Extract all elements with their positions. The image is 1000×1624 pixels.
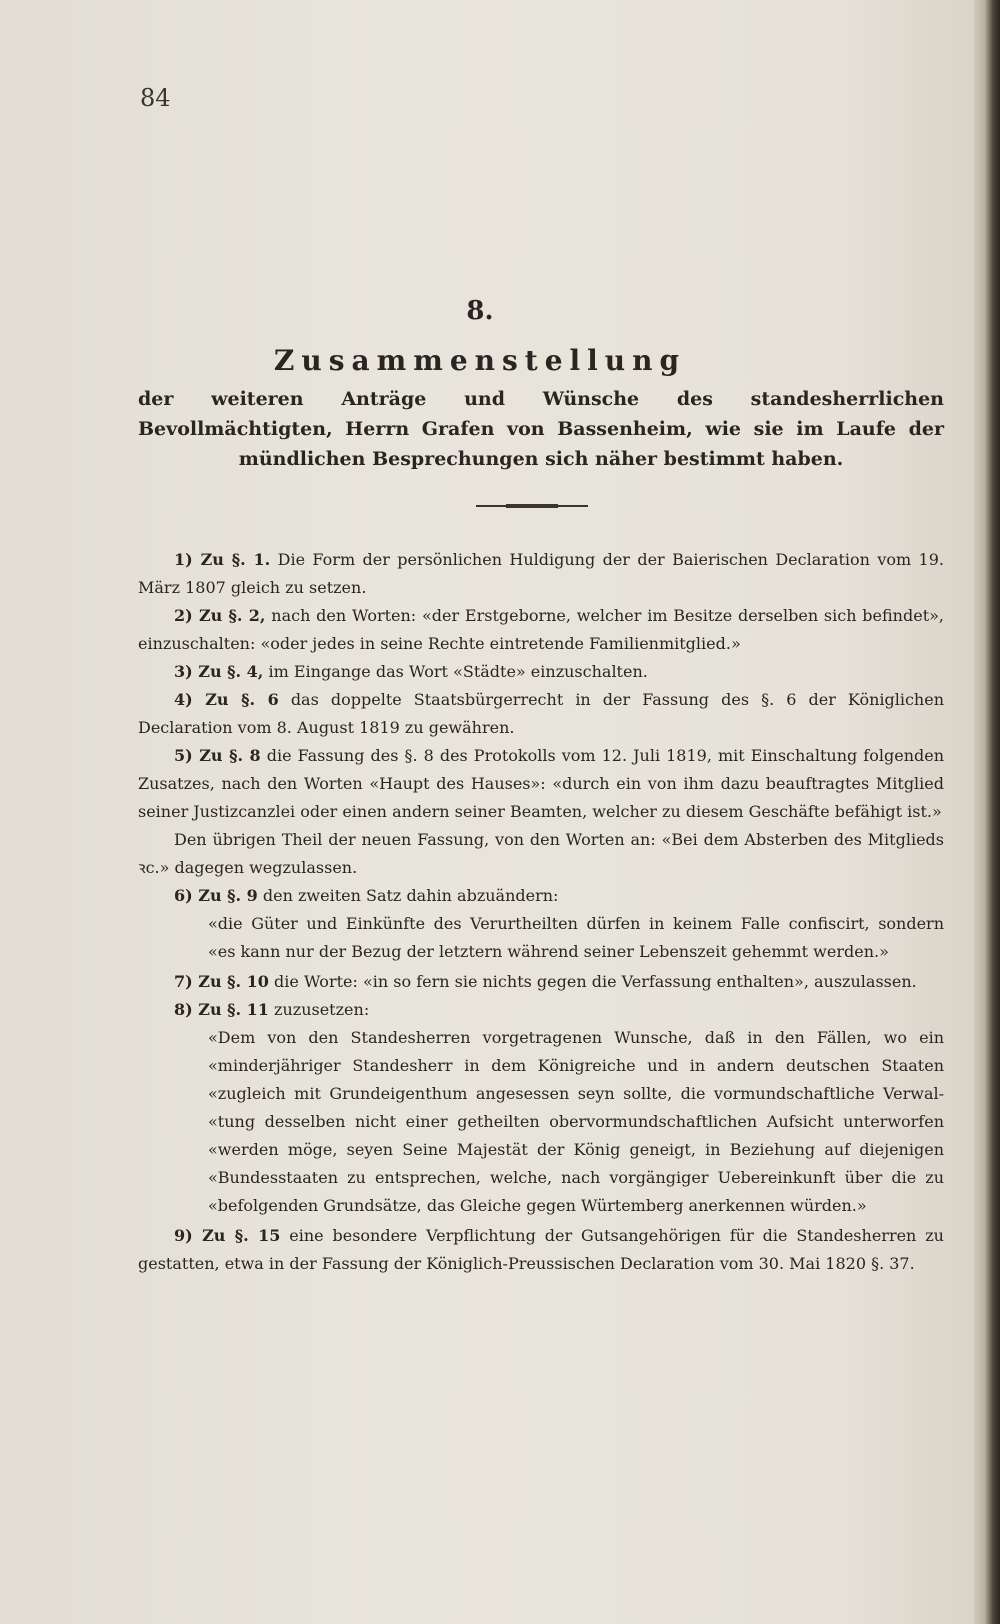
list-item	[138, 996, 944, 1024]
item-text: den zweiten Satz dahin abzuändern:	[262, 886, 559, 905]
item-text: nach den Worten: «der Erstgeborne, welcher im Besitze derselben sich befindet», einzuschalten: «oder jedes in seine Rechte eintretende Familienmitglied.»	[138, 606, 944, 653]
item-lead: 5) Zu §. 8	[174, 746, 261, 765]
quote-line: «Dem von den Standesherren vorgetragenen Wunsche, daß in den Fällen, wo ein	[208, 1028, 944, 1047]
divider-rule	[476, 505, 588, 507]
section-number: 8.	[466, 296, 494, 326]
quote-line: «tung desselben nicht einer getheilten obervormundschaftlichen Aufsicht unterworfen	[208, 1112, 944, 1131]
quote-block	[208, 1024, 944, 1220]
quote-line: «werden möge, seyen Seine Majestät der König geneigt, in Beziehung auf diejenigen	[208, 1140, 944, 1159]
list-item-continuation	[138, 826, 944, 882]
list-item	[138, 1222, 944, 1278]
section-subtitle: der weiteren Anträge und Wünsche des standesherrlichen Bevollmächtigten, Herrn Grafen von Bassenheim, wie sie im Laufe der mündlichen Besprechungen sich näher bestimmt haben.	[138, 388, 944, 470]
quote-line: «es kann nur der Bezug der letztern während seiner Lebenszeit gehemmt werden.»	[208, 942, 889, 961]
item-text: Den übrigen Theil der neuen Fassung, von den Worten an: «Bei dem Absterben des Mitglieds ꝛc.» dagegen wegzulassen.	[138, 830, 944, 877]
item-text: die Worte: «in so fern sie nichts gegen die Verfassung enthalten», auszulassen.	[274, 972, 917, 991]
item-lead: 6) Zu §. 9	[174, 886, 258, 905]
book-spine-shadow	[974, 0, 1000, 1624]
list-item	[138, 658, 944, 686]
item-lead: 1) Zu §. 1.	[174, 550, 271, 569]
list-item	[138, 882, 944, 910]
quote-line: «zugleich mit Grundeigenthum angesessen seyn sollte, die vormundschaftliche Verwal-	[208, 1084, 944, 1103]
quote-line: «minderjähriger Standesherr in dem Königreiche und in andern deutschen Staaten	[208, 1056, 944, 1075]
section-heading: Zusammenstellung	[273, 344, 687, 377]
item-lead: 9) Zu §. 15	[174, 1226, 281, 1245]
quote-block	[208, 910, 944, 966]
list-item	[138, 686, 944, 742]
item-text: Die Form der persönlichen Huldigung der der Baierischen Declaration vom 19. März 1807 gleich zu setzen.	[138, 550, 944, 597]
page-number: 84	[140, 84, 171, 112]
item-text: eine besondere Verpflichtung der Gutsangehörigen für die Standesherren zu gestatten, etwa in der Fassung der Königlich-Preussischen Declaration vom 30. Mai 1820 §. 37.	[138, 1226, 944, 1273]
item-lead: 2) Zu §. 2,	[174, 606, 266, 625]
quote-line: «befolgenden Grundsätze, das Gleiche gegen Würtemberg anerkennen würden.»	[208, 1196, 867, 1215]
item-lead: 4) Zu §. 6	[174, 690, 279, 709]
list-item	[138, 968, 944, 996]
item-text: die Fassung des §. 8 des Protokolls vom 12. Juli 1819, mit Einschaltung folgenden Zusatzes, nach den Worten «Haupt des Hauses»: «durch ein von ihm dazu beauftragtes Mitglied seiner Justizcanzlei oder einen andern seiner Beamten, welcher zu diesem Geschäfte befähigt ist.»	[138, 746, 945, 821]
list-item	[138, 546, 944, 602]
list-item	[138, 742, 944, 826]
item-lead: 8) Zu §. 11	[174, 1000, 269, 1019]
quote-line: «Bundesstaaten zu entsprechen, welche, nach vorgängiger Uebereinkunft über die zu	[208, 1168, 944, 1187]
document-body	[138, 546, 944, 1278]
item-text: im Eingange das Wort «Städte» einzuschalten.	[268, 662, 648, 681]
item-text: zuzusetzen:	[274, 1000, 370, 1019]
quote-line: «die Güter und Einkünfte des Verurtheilten dürfen in keinem Falle confiscirt, sondern	[208, 914, 944, 933]
list-item	[138, 602, 944, 658]
item-text: das doppelte Staatsbürgerrecht in der Fassung des §. 6 der Königlichen Declaration vom 8. August 1819 zu gewähren.	[138, 690, 945, 737]
item-lead: 3) Zu §. 4,	[174, 662, 264, 681]
item-lead: 7) Zu §. 10	[174, 972, 269, 991]
